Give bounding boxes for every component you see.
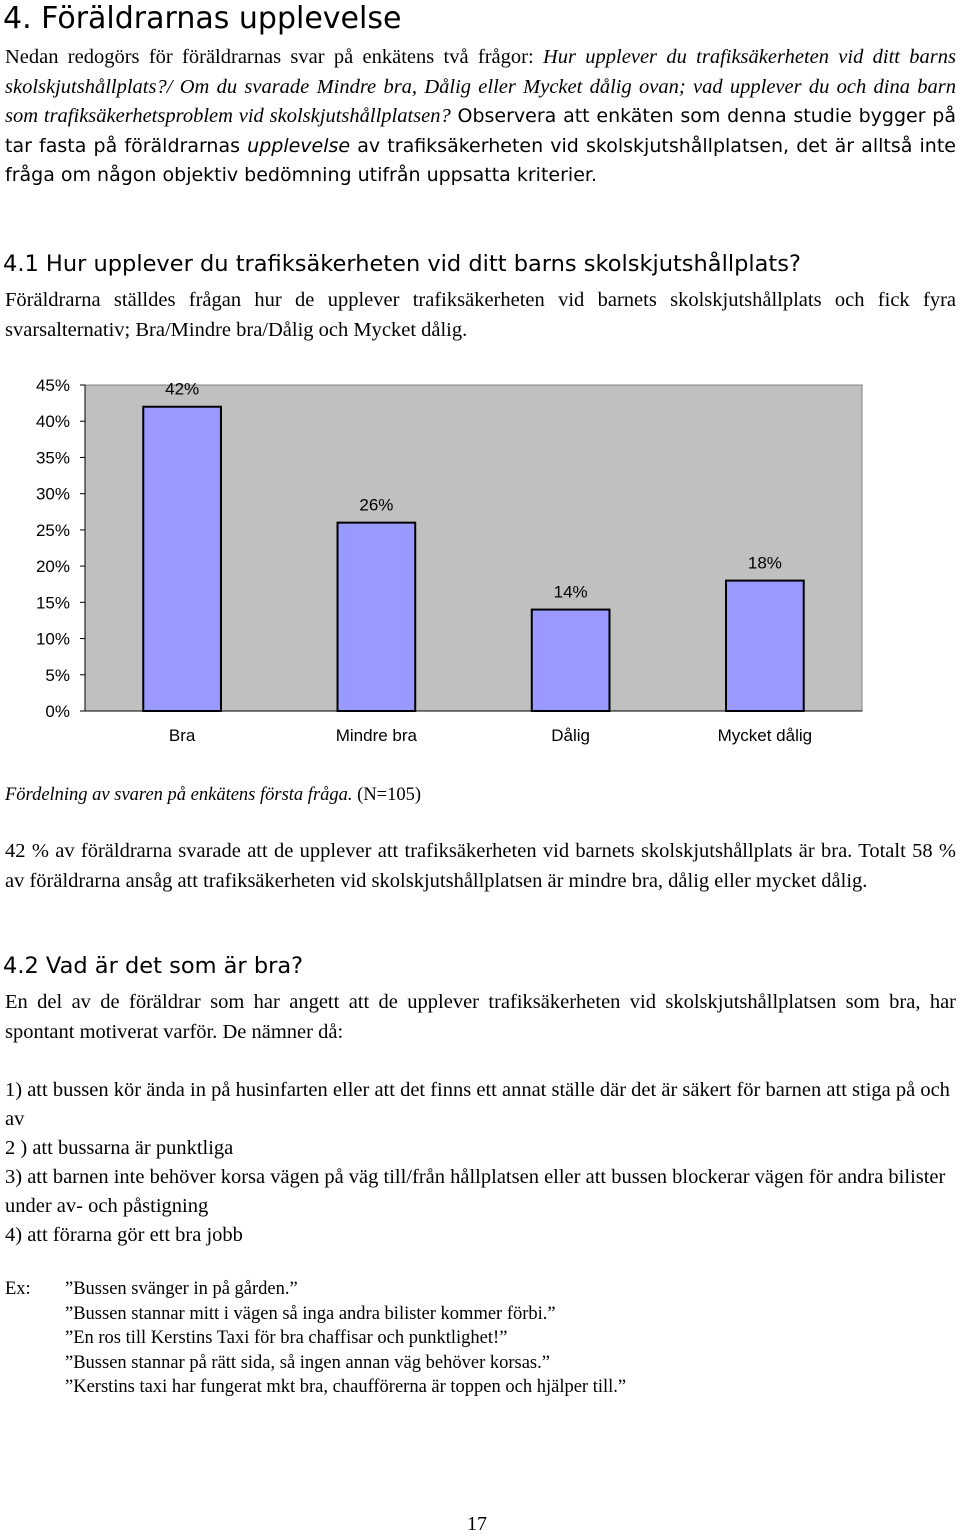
x-tick-label: Bra bbox=[168, 726, 196, 745]
intro-paragraph bbox=[5, 43, 956, 191]
caption-sample-size: (N=105) bbox=[352, 785, 422, 805]
example-quote: ”Bussen svänger in på gården.” bbox=[65, 1279, 298, 1299]
example-quote: ”En ros till Kerstins Taxi för bra chaffisar och punktlighet!” bbox=[65, 1328, 508, 1348]
chart-caption bbox=[5, 782, 421, 808]
intro-observe-text-end: av trafiksäkerheten vid skolskjutshållplatsen, det är alltså inte fråga om någon objektiv bedömning utifrån uppsatta kriterier. bbox=[5, 134, 956, 186]
x-axis-labels bbox=[169, 726, 812, 745]
data-label: 18% bbox=[747, 553, 782, 573]
bar-mycket-dålig bbox=[726, 581, 804, 711]
data-label: 14% bbox=[553, 582, 588, 602]
intro-observe-emphasis: upplevelse bbox=[247, 134, 351, 157]
intro-observe-text: Observera att enkäten som denna studie bygger på tar fasta på föräldrarnas bbox=[5, 105, 956, 157]
page-number: 17 bbox=[467, 1513, 487, 1535]
y-tick-label: 45% bbox=[35, 376, 70, 395]
y-axis-labels bbox=[36, 376, 70, 721]
x-tick-label: Mycket dålig bbox=[717, 726, 813, 745]
list-item: 3) att barnen inte behöver korsa vägen på väg till/från hållplatsen eller att bussen blockerar vägen för andra bilister under av- och påstigning bbox=[5, 1166, 946, 1217]
section-heading: 4. Föräldrarnas upplevelse bbox=[3, 1, 402, 36]
y-tick-label: 40% bbox=[35, 412, 70, 432]
y-tick-label: 15% bbox=[35, 593, 70, 613]
y-tick-label: 25% bbox=[35, 520, 70, 540]
y-tick-label: 30% bbox=[35, 484, 70, 504]
y-tick-label: 0% bbox=[45, 702, 70, 721]
x-tick-label: Mindre bra bbox=[335, 726, 418, 745]
x-tick-label: Dålig bbox=[551, 726, 590, 745]
result-paragraph: 42 % av föräldrarna svarade att de upplever att trafiksäkerheten vid barnets skolskjutshållplats är bra. Totalt 58 % av föräldrarna ansåg att trafiksäkerheten vid skolskjutshållplatsen är mindre bra, dålig eller mycket dålig. bbox=[5, 840, 956, 892]
example-quote: ”Bussen stannar på rätt sida, så ingen annan väg behöver korsas.” bbox=[65, 1352, 550, 1373]
y-tick-label: 10% bbox=[35, 629, 70, 649]
example-quote: ”Bussen stannar mitt i vägen så inga andra bilister kommer förbi.” bbox=[65, 1303, 556, 1324]
subsection-heading-4-1: 4.1 Hur upplever du trafiksäkerheten vid ditt barns skolskjutshållplats? bbox=[3, 251, 801, 277]
examples-list bbox=[65, 1277, 626, 1400]
intro-question-text: Hur upplever du trafiksäkerheten vid ditt barns skolskjutshållplats?/ Om du svarade Mindre bra, Dålig eller Mycket dålig ovan; vad upplever du och dina barn som trafiksäkerhetsproblem vid skolskjutshållplatsen? bbox=[5, 46, 956, 127]
subsection-4-1-text: Föräldrarna ställdes frågan hur de upplever trafiksäkerheten vid barnets skolskjutshållplats och fick fyra svarsalternativ; Bra/Mindre bra/Dålig och Mycket dålig. bbox=[5, 289, 956, 341]
data-label: 26% bbox=[359, 495, 394, 515]
list-item: 1) att bussen kör ända in på husinfarten eller att det finns ett annat ställe där det är säkert för barnen att stiga på och av bbox=[5, 1079, 950, 1130]
example-quote: ”Kerstins taxi har fungerat mkt bra, chaufförerna är toppen och hjälper till.” bbox=[65, 1377, 627, 1397]
bar-dålig bbox=[532, 610, 610, 711]
list-item: 2 ) att bussarna är punktliga bbox=[5, 1137, 234, 1159]
list-item: 4) att förarna gör ett bra jobb bbox=[5, 1224, 243, 1246]
subsection-heading-4-2: 4.2 Vad är det som är bra? bbox=[3, 953, 304, 979]
y-axis-ticks bbox=[80, 385, 85, 711]
bar-mindre-bra bbox=[338, 523, 416, 711]
y-tick-label: 20% bbox=[35, 557, 70, 577]
subsection-4-2-text: En del av de föräldrar som har angett att de upplever trafiksäkerheten vid skolskjutshållplatsen som bra, har spontant motiverat varför. De nämner då: bbox=[5, 991, 956, 1043]
reasons-list bbox=[5, 1076, 956, 1250]
examples-label: Ex: bbox=[5, 1279, 31, 1299]
caption-text: Fördelning av svaren på enkätens första fråga. bbox=[5, 785, 353, 805]
bar-bra bbox=[143, 407, 221, 711]
data-label: 42% bbox=[165, 379, 200, 399]
y-tick-label: 5% bbox=[45, 665, 70, 685]
intro-lead: Nedan redogörs för föräldrarnas svar på enkätens två frågor: bbox=[5, 46, 543, 68]
y-tick-label: 35% bbox=[35, 448, 70, 468]
bar-chart bbox=[0, 365, 960, 765]
